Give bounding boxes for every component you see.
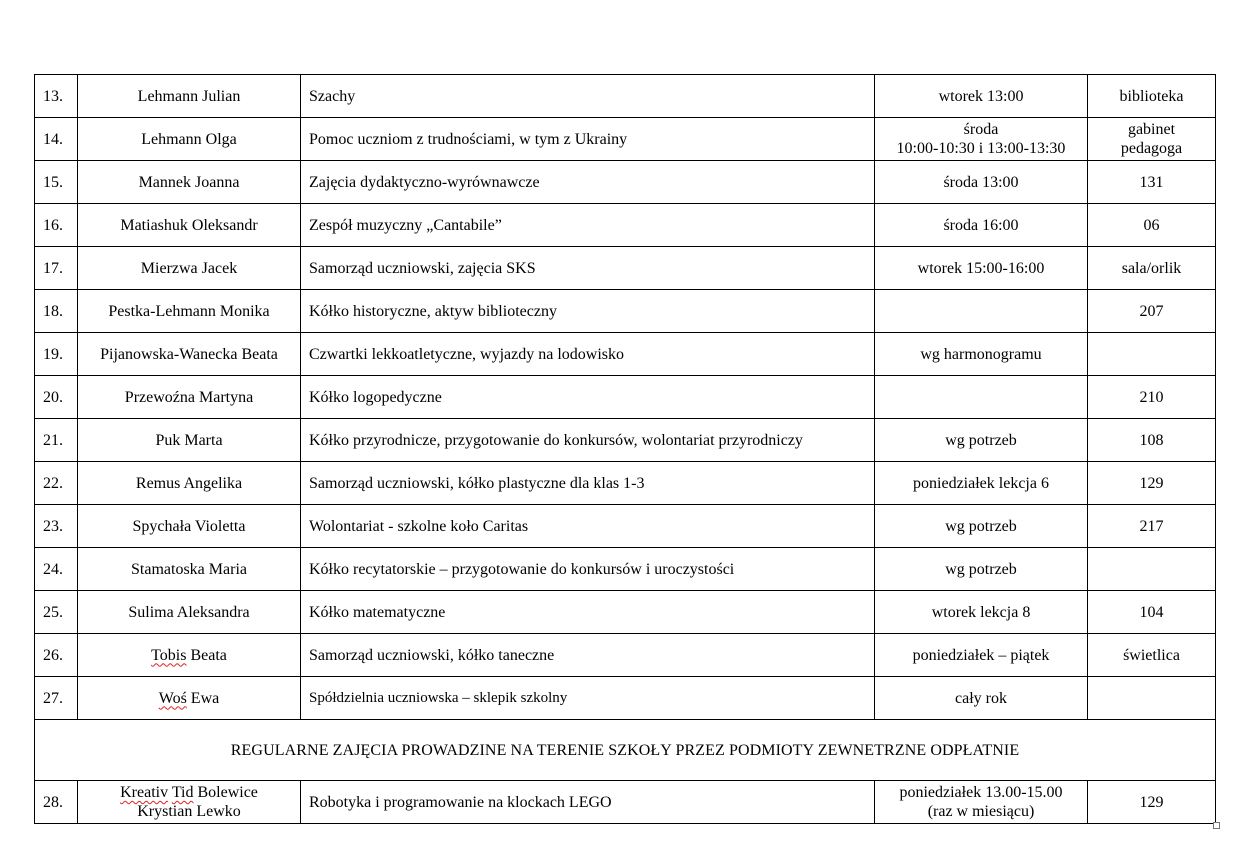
schedule-line: 10:00-10:30 i 13:00-13:30	[896, 140, 1066, 157]
schedule: wg potrzeb	[875, 419, 1088, 462]
activity-name: Kółko przyrodnicze, przygotowanie do konkursów, wolontariat przyrodniczy	[301, 419, 875, 462]
room: 217	[1088, 505, 1216, 548]
activity-name: Kółko historyczne, aktyw biblioteczny	[301, 290, 875, 333]
room: 129	[1088, 462, 1216, 505]
room	[1088, 333, 1216, 376]
teacher-name: Przewoźna Martyna	[78, 376, 301, 419]
teacher-name	[78, 634, 301, 677]
provider-word: Tid	[171, 784, 194, 801]
room: 108	[1088, 419, 1216, 462]
room: 104	[1088, 591, 1216, 634]
table-row	[35, 505, 1216, 548]
room: 207	[1088, 290, 1216, 333]
room: 210	[1088, 376, 1216, 419]
schedule	[875, 290, 1088, 333]
schedule: środa 13:00	[875, 161, 1088, 204]
activity-name: Robotyka i programowanie na klockach LEGO	[301, 781, 875, 824]
schedule: wg potrzeb	[875, 548, 1088, 591]
activities-table	[34, 74, 1216, 824]
row-number: 25.	[35, 591, 78, 634]
teacher-name: Puk Marta	[78, 419, 301, 462]
row-number: 27.	[35, 677, 78, 720]
section-header-row	[35, 720, 1216, 781]
room	[1088, 677, 1216, 720]
activity-name: Zespół muzyczny „Cantabile”	[301, 204, 875, 247]
teacher-firstname: Ewa	[186, 689, 220, 707]
teacher-name: Pestka-Lehmann Monika	[78, 290, 301, 333]
table-row	[35, 161, 1216, 204]
row-number: 18.	[35, 290, 78, 333]
row-number: 19.	[35, 333, 78, 376]
schedule: wtorek lekcja 8	[875, 591, 1088, 634]
activity-name: Kółko logopedyczne	[301, 376, 875, 419]
table-row	[35, 419, 1216, 462]
row-number: 21.	[35, 419, 78, 462]
schedule-line: środa	[963, 121, 999, 138]
room: biblioteka	[1088, 75, 1216, 118]
activity-name: Czwartki lekkoatletyczne, wyjazdy na lodowisko	[301, 333, 875, 376]
teacher-name	[78, 677, 301, 720]
activity-name: Pomoc uczniom z trudnościami, w tym z Ukrainy	[301, 118, 875, 161]
activity-name: Samorząd uczniowski, kółko plastyczne dla klas 1-3	[301, 462, 875, 505]
teacher-name: Sulima Aleksandra	[78, 591, 301, 634]
teacher-name: Remus Angelika	[78, 462, 301, 505]
table-row	[35, 591, 1216, 634]
row-number: 23.	[35, 505, 78, 548]
schedule: wg harmonogramu	[875, 333, 1088, 376]
table-row	[35, 781, 1216, 824]
row-number: 15.	[35, 161, 78, 204]
schedule	[875, 118, 1088, 161]
room	[1088, 118, 1216, 161]
room: świetlica	[1088, 634, 1216, 677]
table-row	[35, 376, 1216, 419]
table-row	[35, 548, 1216, 591]
row-number: 26.	[35, 634, 78, 677]
schedule: wg potrzeb	[875, 505, 1088, 548]
teacher-name: Mierzwa Jacek	[78, 247, 301, 290]
provider-word: Kreativ	[120, 784, 169, 801]
table-row	[35, 118, 1216, 161]
teacher-name: Lehmann Julian	[78, 75, 301, 118]
schedule	[875, 781, 1088, 824]
provider-person: Krystian Lewko	[137, 803, 241, 820]
table-row	[35, 290, 1216, 333]
schedule	[875, 376, 1088, 419]
row-number: 14.	[35, 118, 78, 161]
table-row	[35, 462, 1216, 505]
schedule-line: (raz w miesiącu)	[927, 803, 1035, 820]
room-line: pedagoga	[1120, 140, 1183, 157]
table-row	[35, 204, 1216, 247]
room: sala/orlik	[1088, 247, 1216, 290]
activity-name: Wolontariat - szkolne koło Caritas	[301, 505, 875, 548]
room	[1088, 548, 1216, 591]
teacher-name: Matiashuk Oleksandr	[78, 204, 301, 247]
teacher-surname: Tobis	[151, 646, 187, 664]
schedule: poniedziałek – piątek	[875, 634, 1088, 677]
teacher-name: Stamatoska Maria	[78, 548, 301, 591]
schedule: wtorek 15:00-16:00	[875, 247, 1088, 290]
table-row	[35, 247, 1216, 290]
room-line: gabinet	[1127, 121, 1176, 138]
row-number: 13.	[35, 75, 78, 118]
row-number: 20.	[35, 376, 78, 419]
section-title: REGULARNE ZAJĘCIA PROWADZINE NA TERENIE SZKOŁY PRZEZ PODMIOTY ZEWNETRZNE ODPŁATNIE	[35, 720, 1216, 781]
provider-company	[84, 783, 294, 802]
activity-name: Zajęcia dydaktyczno-wyrównawcze	[301, 161, 875, 204]
provider-name	[78, 781, 301, 824]
teacher-name: Pijanowska-Wanecka Beata	[78, 333, 301, 376]
provider-word: Bolewice	[193, 784, 258, 801]
room: 131	[1088, 161, 1216, 204]
teacher-firstname: Beata	[186, 646, 227, 664]
teacher-name: Mannek Joanna	[78, 161, 301, 204]
room: 06	[1088, 204, 1216, 247]
activity-name: Kółko matematyczne	[301, 591, 875, 634]
teacher-name: Spychała Violetta	[78, 505, 301, 548]
schedule: środa 16:00	[875, 204, 1088, 247]
teacher-name: Lehmann Olga	[78, 118, 301, 161]
schedule-line: poniedziałek 13.00-15.00	[899, 784, 1063, 801]
activity-name: Kółko recytatorskie – przygotowanie do konkursów i uroczystości	[301, 548, 875, 591]
schedule: wtorek 13:00	[875, 75, 1088, 118]
activity-name: Samorząd uczniowski, zajęcia SKS	[301, 247, 875, 290]
row-number: 17.	[35, 247, 78, 290]
row-number: 22.	[35, 462, 78, 505]
room: 129	[1088, 781, 1216, 824]
table-resize-handle[interactable]	[1213, 822, 1220, 829]
table-row	[35, 75, 1216, 118]
row-number: 24.	[35, 548, 78, 591]
activity-name: Szachy	[301, 75, 875, 118]
table-row	[35, 677, 1216, 720]
activity-name: Spółdzielnia uczniowska – sklepik szkolny	[301, 677, 875, 720]
schedule: cały rok	[875, 677, 1088, 720]
activity-name: Samorząd uczniowski, kółko taneczne	[301, 634, 875, 677]
row-number: 28.	[35, 781, 78, 824]
table-row	[35, 634, 1216, 677]
table-row	[35, 333, 1216, 376]
row-number: 16.	[35, 204, 78, 247]
schedule: poniedziałek lekcja 6	[875, 462, 1088, 505]
teacher-surname: Woś	[158, 689, 187, 707]
